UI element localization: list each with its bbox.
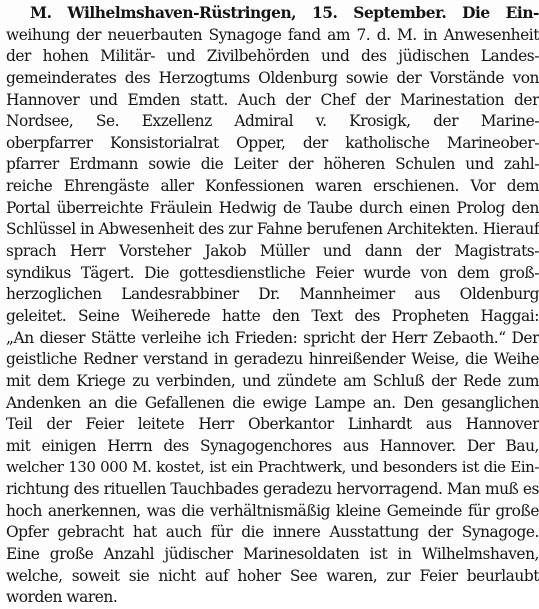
article-line: Portal überreichte Fräulein Hedwig de Taube durch einen Prolog den xyxy=(6,198,539,217)
article-line: reiche Ehrengäste aller Konfessionen waren erschienen. Vor dem xyxy=(6,177,539,196)
article-line: syndikus Tägert. Die gottesdienstliche Feier wurde von dem groß- xyxy=(6,263,539,282)
article-line: Andenken an die Gefallenen die ewige Lampe an. Den gesanglichen xyxy=(6,393,539,412)
article-line: geleitet. Seine Weiherede hatte den Text des Propheten Haggai: xyxy=(6,306,539,325)
article-line: Opfer gebracht hat auch für die innere Ausstattung der Synagoge. xyxy=(6,523,539,542)
article-line: mit einigen Herrn des Synagogenchores aus Hannover. Der Bau, xyxy=(6,436,539,455)
article-line: Teil der Feier leitete Herr Oberkantor Linhardt aus Hannover xyxy=(6,415,539,434)
article-line: Schlüssel in Abwesenheit des zur Fahne berufenen Architekten. Hierauf xyxy=(6,220,539,239)
article-line: Eine große Anzahl jüdischer Marinesoldaten ist in Wilhelmshaven, xyxy=(6,545,539,564)
article-line: der hohen Militär- und Zivilbehörden und des jüdischen Landes- xyxy=(6,47,539,66)
article-line: weihung der neuerbauten Synagoge fand am 7. d. M. in Anwesenheit xyxy=(6,25,539,44)
article-line: pfarrer Erdmann sowie die Leiter der höheren Schulen und zahl- xyxy=(6,155,539,174)
article-line: sprach Herr Vorsteher Jakob Müller und dann der Magistrats- xyxy=(6,242,539,261)
article-line: welcher 130 000 M. kostet, ist ein Prachtwerk, und besonders ist die Ein- xyxy=(6,458,539,477)
article-line-dateline: M. Wilhelmshaven-Rüstringen, 15. September. Die Ein- xyxy=(30,4,539,22)
article-line: geistliche Redner verstand in geradezu hinreißender Weise, die Weihe xyxy=(6,350,539,369)
article-line: worden waren. xyxy=(6,588,118,607)
article-line: oberpfarrer Konsistorialrat Opper, der katholische Marineober- xyxy=(6,133,539,152)
article-line: welche, soweit sie nicht auf hoher See waren, zur Feier beurlaubt xyxy=(6,566,539,585)
article-line: „An dieser Stätte verleihe ich Frieden: spricht der Herr Zebaoth.“ Der xyxy=(6,328,539,347)
article-line: herzoglichen Landesrabbiner Dr. Mannheimer aus Oldenburg xyxy=(6,285,539,304)
article-line: Nordsee, Se. Exzellenz Admiral v. Krosigk, der Marine- xyxy=(6,112,539,131)
article-line: gemeinderates des Herzogtums Oldenburg sowie der Vorstände von xyxy=(6,68,539,87)
article-body xyxy=(0,3,539,609)
article-line: mit dem Kriege zu verbinden, und zündete am Schluß der Rede zum xyxy=(6,371,539,390)
article-line: richtung des rituellen Tauchbades geradezu hervorragend. Man muß es xyxy=(6,480,539,499)
article-line: Hannover und Emden statt. Auch der Chef der Marinestation der xyxy=(6,90,539,109)
article-line: hoch anerkennen, was die verhältnismäßig kleine Gemeinde für große xyxy=(6,501,539,520)
